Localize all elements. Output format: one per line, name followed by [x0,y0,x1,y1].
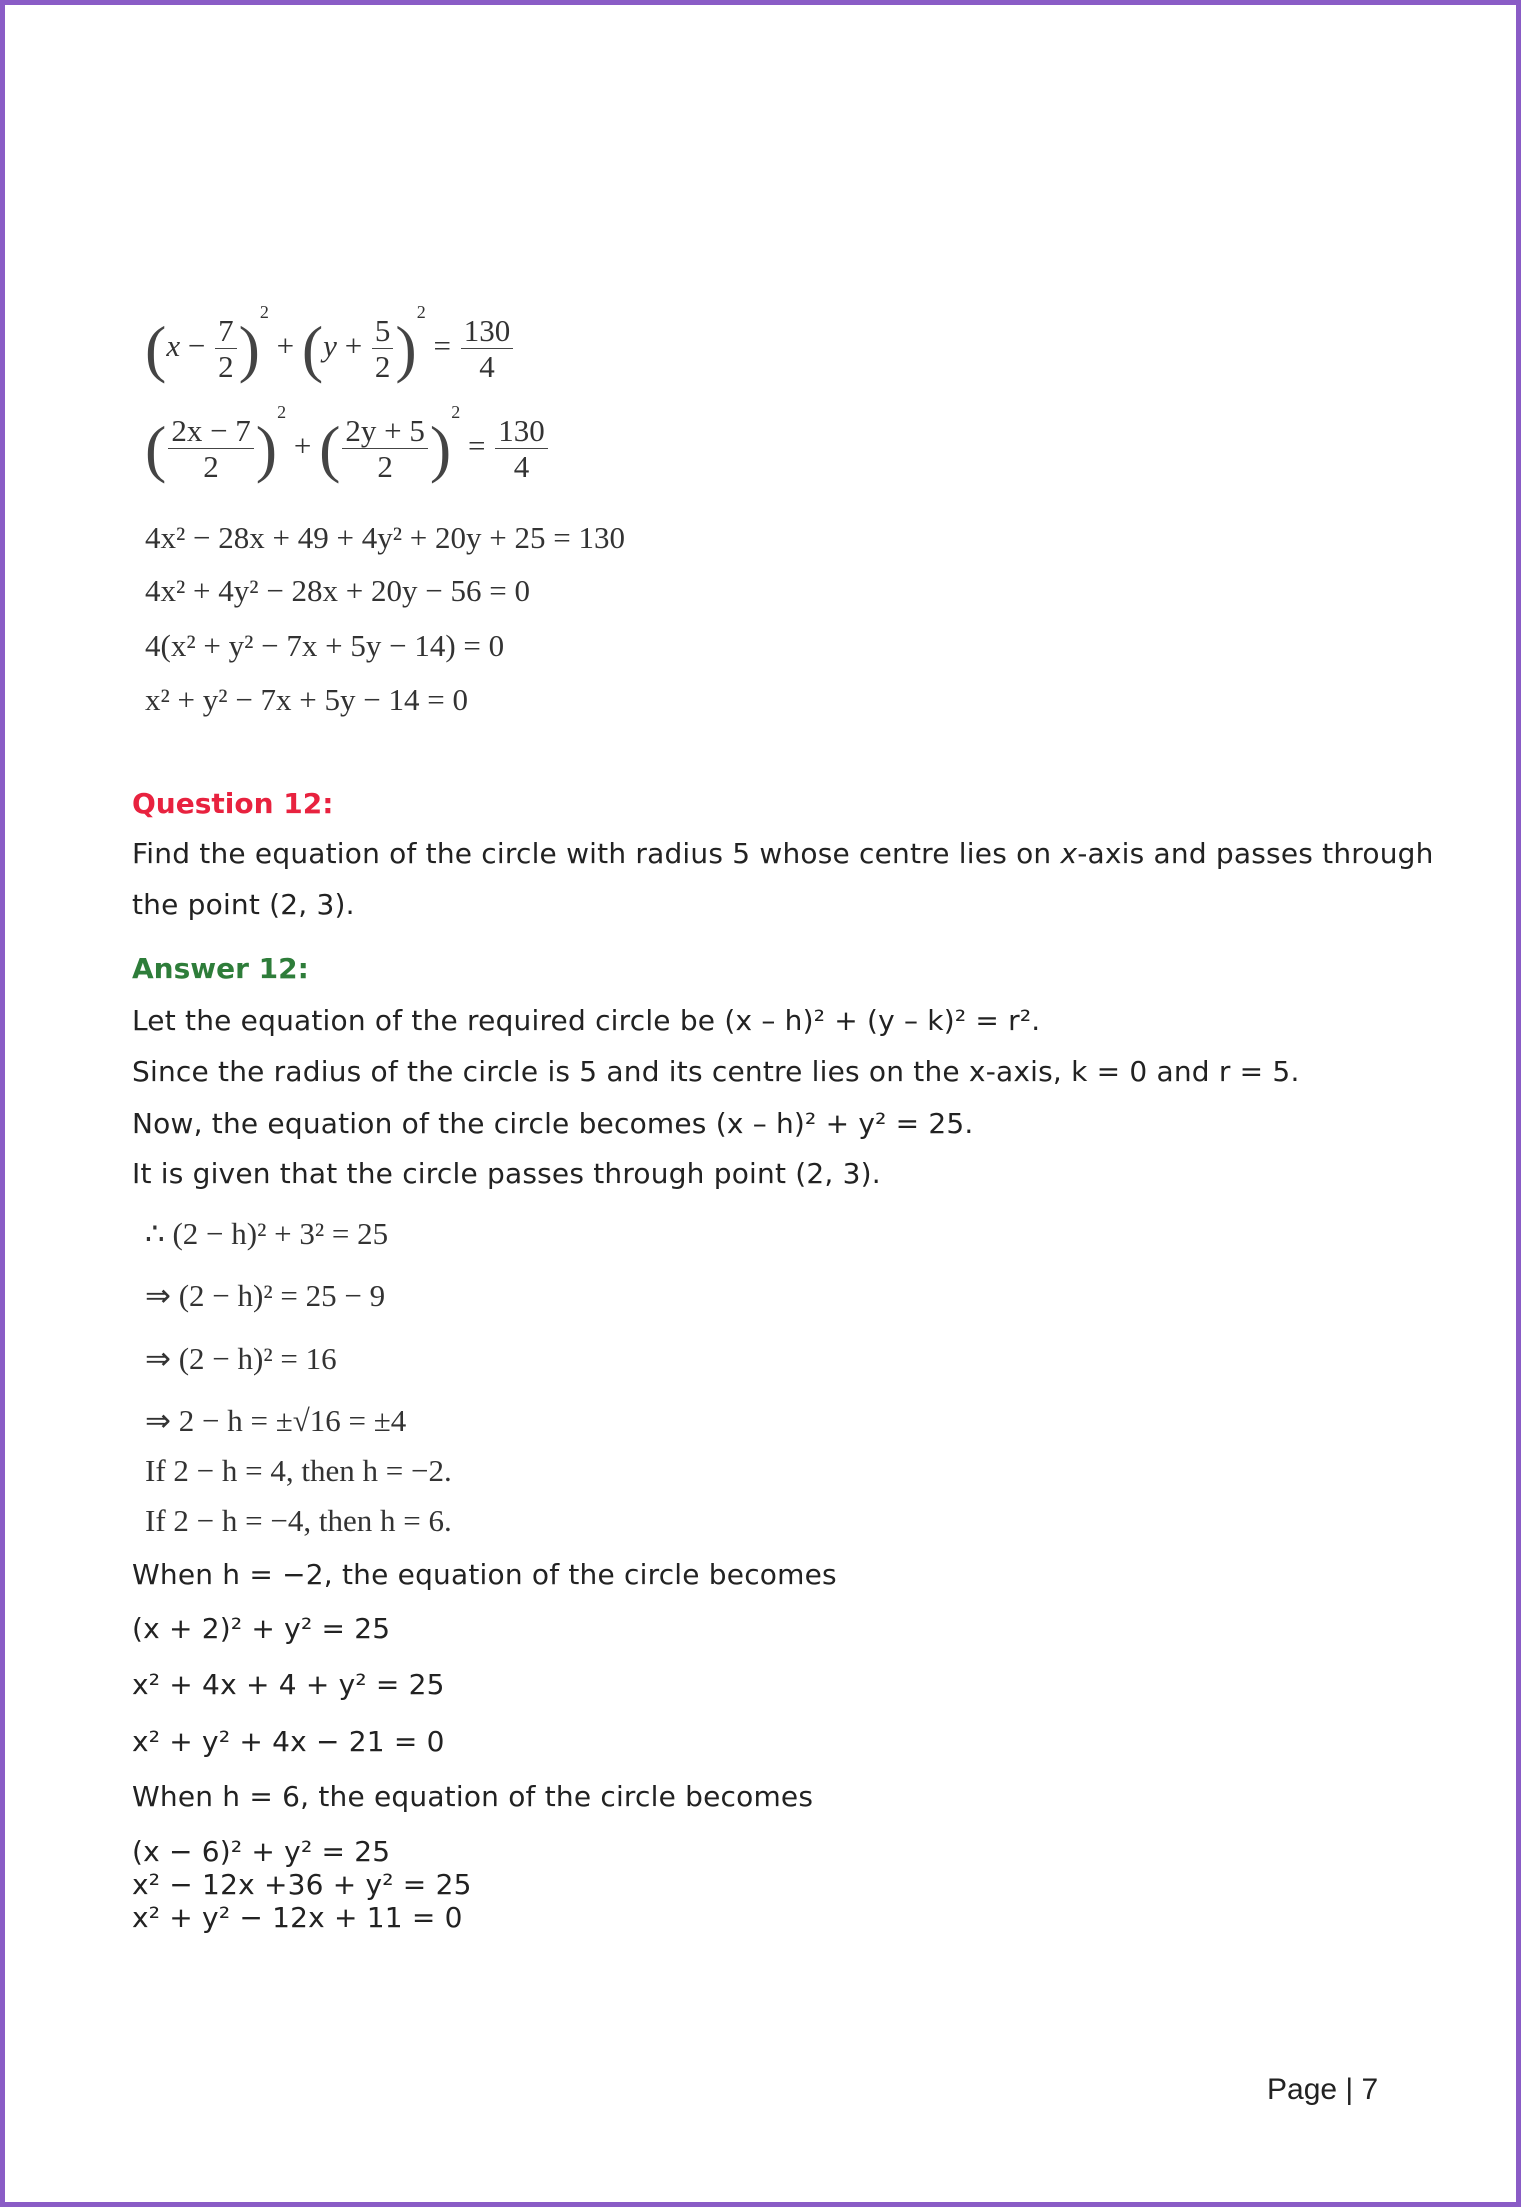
question-text-line-1: Find the equation of the circle with radius 5 whose centre lies on x-axis and passes through [132,837,1434,870]
working-line-3: ⇒ (2 − h)² = 16 [145,1341,337,1376]
equation-line-2: ( $\frac{2x - 7}{2}$ )$^2$ + ( $\frac{2y + 5}{2}$ )$^2$ = $\frac{130}{4}$ [145,412,550,485]
working-line-6: If 2 − h = −4, then h = 6. [145,1503,452,1538]
equation-line-1: (x − $\frac{7}{2}$ )$^2$ + (y + $\frac{5}{2}$ )$^2$ = $\frac{130}{4}$ [145,312,515,385]
answer-line-4: It is given that the circle passes through point (2, 3). [132,1157,881,1190]
answer-line-1: Let the equation of the required circle be (x – h)² + (y – k)² = r². [132,1004,1041,1037]
answer-eq-case-2-a: (x − 6)² + y² = 25 [132,1835,391,1868]
answer-heading: Answer 12: [132,952,309,985]
answer-line-case-1: When h = −2, the equation of the circle becomes [132,1558,837,1591]
answer-eq-case-1-b: x² + 4x + 4 + y² = 25 [132,1668,445,1701]
answer-line-case-2: When h = 6, the equation of the circle becomes [132,1780,814,1813]
answer-line-2: Since the radius of the circle is 5 and its centre lies on the x-axis, k = 0 and r = 5. [132,1055,1300,1088]
equation-line-5: 4(x² + y² − 7x + 5y − 14) = 0 [145,628,505,663]
equation-line-4: 4x² + 4y² − 28x + 20y − 56 = 0 [145,573,531,608]
equation-line-3: 4x² − 28x + 49 + 4y² + 20y + 25 = 130 [145,520,625,555]
working-line-2: ⇒ (2 − h)² = 25 − 9 [145,1278,386,1313]
answer-eq-case-1-a: (x + 2)² + y² = 25 [132,1612,391,1645]
equation-line-6: x² + y² − 7x + 5y − 14 = 0 [145,682,469,717]
answer-eq-case-2-c: x² + y² − 12x + 11 = 0 [132,1901,463,1934]
answer-eq-case-2-b: x² − 12x +36 + y² = 25 [132,1868,472,1901]
page-number: Page | 7 [1267,2073,1379,2106]
working-line-1: ∴ (2 − h)² + 3² = 25 [145,1216,389,1251]
question-text-line-2: the point (2, 3). [132,888,355,921]
answer-line-3: Now, the equation of the circle becomes (x – h)² + y² = 25. [132,1107,974,1140]
working-line-5: If 2 − h = 4, then h = −2. [145,1453,452,1488]
answer-eq-case-1-c: x² + y² + 4x − 21 = 0 [132,1725,445,1758]
question-heading: Question 12: [132,787,334,820]
working-line-4: ⇒ 2 − h = ±√16 = ±4 [145,1403,407,1438]
